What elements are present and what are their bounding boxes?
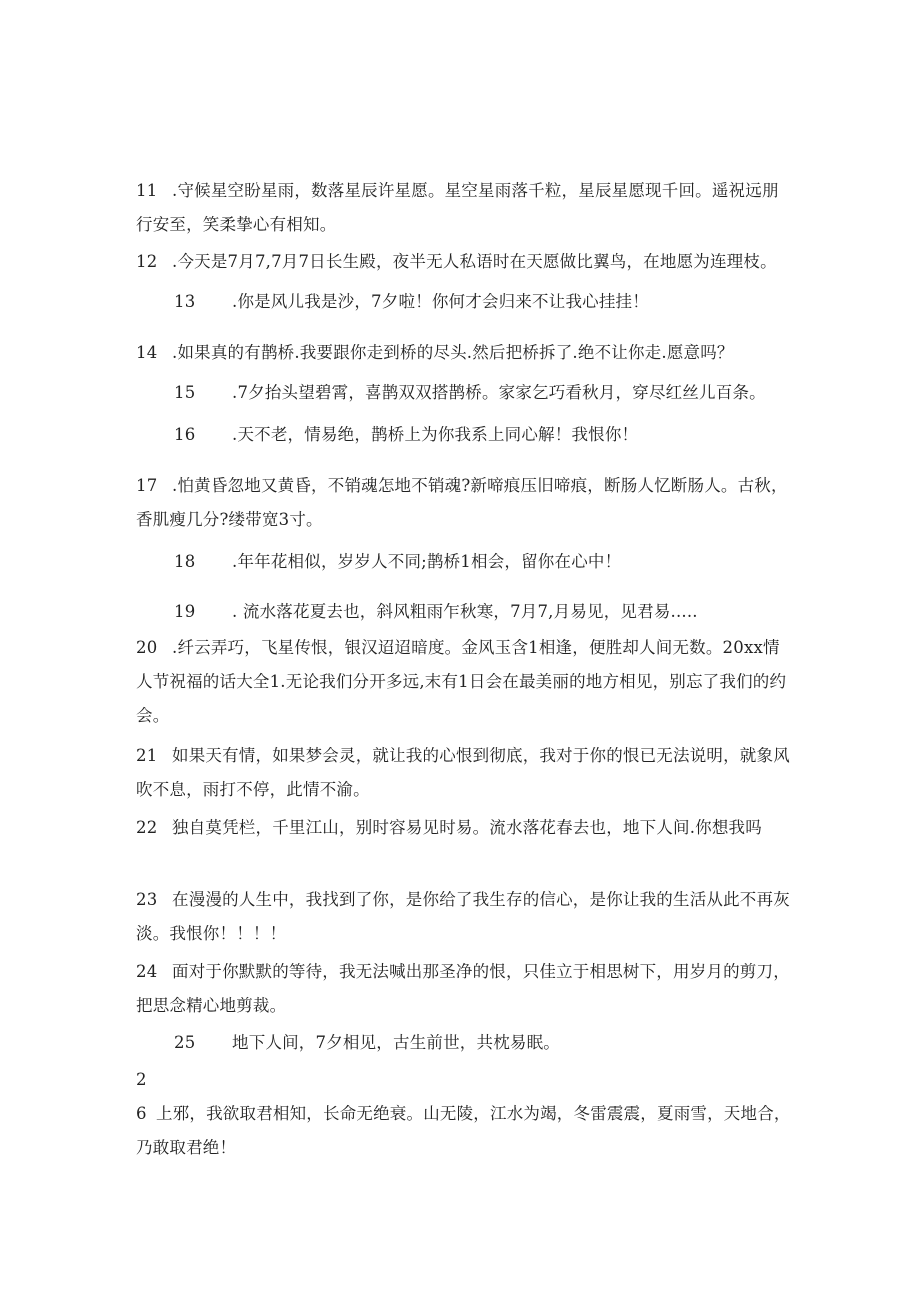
item-number: 13 bbox=[174, 292, 196, 311]
list-item-23 bbox=[136, 883, 792, 951]
item-text: .今天是7月7,7月7日长生殿，夜半无人私语时在天愿做比翼鸟，在地愿为连理枝。 bbox=[172, 252, 777, 271]
item-number: 26 bbox=[136, 1070, 147, 1123]
list-item-18 bbox=[136, 545, 792, 579]
list-item-14 bbox=[136, 336, 792, 370]
item-text: .年年花相似，岁岁人不同;鹊桥1相会，留你在心中！ bbox=[232, 552, 622, 571]
item-text: .纤云弄巧，飞星传恨，银汉迢迢暗度。金风玉含1相逢，便胜却人间无数。20xx情人节祝福的话大全1.无论我们分开多远,末有1日会在最美丽的地方相见，别忘了我们的约会。 bbox=[136, 638, 787, 725]
item-text: 在漫漫的人生中，我找到了你，是你给了我生存的信心，是你让我的生活从此不再灰淡。我恨你！！！！ bbox=[136, 890, 790, 943]
list-item-13 bbox=[136, 285, 792, 319]
item-number: 19 bbox=[174, 602, 196, 621]
item-number: 11 bbox=[136, 181, 158, 200]
list-item-12 bbox=[136, 245, 792, 279]
list-item-19 bbox=[136, 595, 792, 629]
item-text: .怕黄昏忽地又黄昏，不销魂怎地不销魂?新啼痕压旧啼痕，断肠人忆断肠人。古秋，香肌瘦几分?缕带宽3寸。 bbox=[136, 476, 788, 529]
item-number: 23 bbox=[136, 890, 158, 909]
list-item-20 bbox=[136, 631, 792, 733]
item-number: 15 bbox=[174, 383, 196, 402]
item-number: 17 bbox=[136, 476, 158, 495]
item-text: .7夕抬头望碧霄，喜鹊双双搭鹊桥。家家乞巧看秋月，穿尽红丝儿百条。 bbox=[232, 383, 766, 402]
item-text: . 流水落花夏去也，斜风粗雨乍秋寒，7月7,月易见，见君易..... bbox=[232, 602, 698, 621]
item-text: 面对于你默默的等待，我无法喊出那圣净的恨，只佳立于相思树下，用岁月的剪刀，把思念精心地剪裁。 bbox=[136, 962, 790, 1015]
list-item-11 bbox=[136, 174, 792, 242]
item-number: 20 bbox=[136, 638, 158, 657]
item-text: .守候星空盼星雨，数落星辰许星愿。星空星雨落千粒，星辰星愿现千回。遥祝远朋行安至，笑柔挚心有相知。 bbox=[136, 181, 779, 234]
item-text: 独自莫凭栏，千里江山，别时容易见时易。流水落花春去也，地下人间.你想我吗 bbox=[172, 818, 762, 837]
item-number: 12 bbox=[136, 252, 158, 271]
item-number: 24 bbox=[136, 962, 158, 981]
item-text: 上邪，我欲取君相知，长命无绝衰。山无陵，江水为竭，冬雷震震，夏雨雪，天地合，乃敢取君绝！ bbox=[136, 1104, 791, 1157]
list-item-15 bbox=[136, 376, 792, 410]
list-item-26 bbox=[136, 1063, 792, 1165]
item-number: 18 bbox=[174, 552, 196, 571]
list-item-21 bbox=[136, 739, 792, 807]
item-number: 21 bbox=[136, 746, 158, 765]
item-text: .如果真的有鹊桥.我要跟你走到桥的尽头.然后把桥拆了.绝不让你走.愿意吗？ bbox=[172, 343, 734, 362]
list-item-25 bbox=[136, 1026, 792, 1060]
item-number: 22 bbox=[136, 818, 158, 837]
list-item-22 bbox=[136, 811, 792, 845]
list-item-24 bbox=[136, 955, 792, 1023]
list-item-17 bbox=[136, 469, 792, 537]
item-text: .你是风儿我是沙，7夕啦！你何才会归来不让我心挂挂！ bbox=[232, 292, 649, 311]
item-text: 地下人间，7夕相见，古生前世，共枕易眠。 bbox=[232, 1033, 560, 1052]
item-number: 16 bbox=[174, 425, 196, 444]
list-item-16 bbox=[136, 418, 792, 452]
item-number: 25 bbox=[174, 1033, 196, 1052]
item-text: .天不老，情易绝，鹊桥上为你我系上同心解！我恨你！ bbox=[232, 425, 639, 444]
item-number: 14 bbox=[136, 343, 158, 362]
item-text: 如果天有情，如果梦会灵，就让我的心恨到彻底，我对于你的恨已无法说明，就象风吹不息，雨打不停，此情不渝。 bbox=[136, 746, 790, 799]
